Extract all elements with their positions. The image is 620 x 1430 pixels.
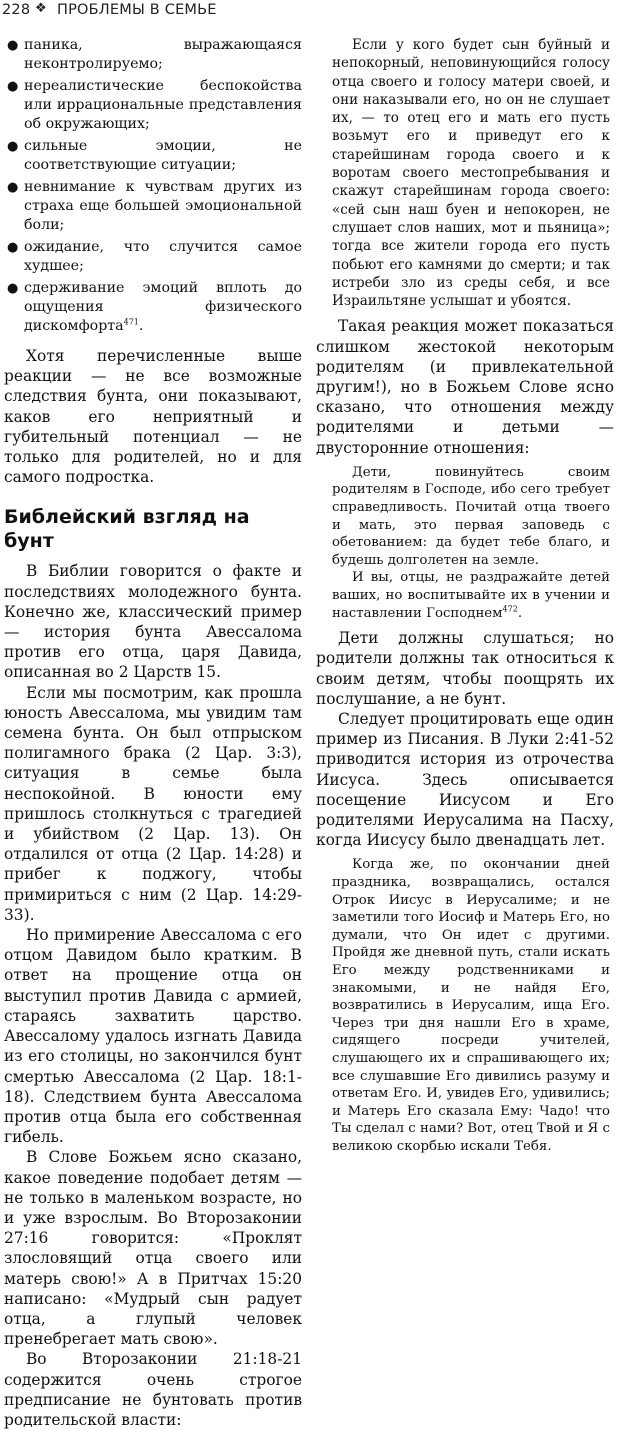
symptom-list: [4, 36, 302, 336]
ornament-icon: ❖: [35, 1, 47, 16]
footnote-ref[interactable]: 472: [502, 604, 518, 614]
quote-text: Когда же, по окончании дней праздника, возвращались, остался Отрок Иисус в Иерусалиме; и не заметили того Иосиф и Матерь Его, но думали, что Он идет с другими. Пройдя же дневной путь, стали искать Его между родственниками и знакомыми, и не найдя Его, возвратились в Иерусалим, ища Его. Через три дня нашли Его в храме, сидящего посреди учителей, слушающего их и спрашивающего их; все слушавшие Его дивились разуму и ответам Его. И, увидев Его, удивились; и Матерь Его сказала Ему: Чадо! что Ты сделал с нами? Вот, отец Твой и Я с великою скорбью искали Тебя.: [332, 857, 610, 1154]
paragraph: В Библии говорится о факте и последствиях молодежного бунта. Конечно же, классический пример — история бунта Авессалома против его отца, царя Давида, описанная во 2 Царств 15.: [4, 562, 302, 682]
quote-text: И вы, отцы, не раздражайте детей ваших, но воспитывайте их в учении и наставлении Господнем$^{472}$.: [332, 570, 610, 621]
left-column: [4, 36, 302, 1430]
bullet-icon: ●: [7, 281, 19, 296]
footnote-ref[interactable]: 471: [123, 317, 139, 327]
list-item: ● невнимание к чувствам других из страха еще большей эмоциональной боли;: [7, 179, 302, 233]
bullet-icon: ●: [7, 240, 19, 255]
running-header: [0, 0, 620, 24]
paragraph: Дети должны слушаться; но родители должны так относиться к своим детям, чтобы поощрять их послушание, а не бунт.: [316, 629, 614, 708]
bullet-icon: ●: [7, 38, 19, 53]
paragraph: В Слове Божьем ясно сказано, какое поведение подобает детям — не только в маленьком возрасте, но и уже взрослым. Во Второзаконии 27:16 говорится: «Проклят злословящий отца своего или матерь свою!» А в Притчах 15:20 написано: «Мудрый сын радует отца, а глупый человек пренебрегает мать свою».: [4, 1148, 302, 1349]
bullet-icon: ●: [7, 139, 19, 154]
bullet-icon: ●: [7, 79, 19, 94]
list-item: ● паника, выражающаяся неконтролируемо;: [7, 37, 302, 72]
paragraph: Хотя перечисленные выше реакции — не все возможные следствия бунта, они показывают, каков его неприятный и губительный потенциал — не только для родителей, но и для самого подростка.: [4, 347, 302, 487]
scripture-quote: [316, 856, 614, 1155]
scripture-quote: [316, 464, 614, 622]
paragraph: Если мы посмотрим, как прошла юность Авессалома, мы увидим там семена бунта. Он был отпрыском полигамного брака (2 Цар. 3:3), ситуация в семье была неспокойной. В юности ему пришлось столкнуться с трагедией и убийством (2 Цар. 13). Он отдалился от отца (2 Цар. 14:28) и прибег к поджогу, чтобы примириться с ним (2 Цар. 14:29-33).: [4, 683, 302, 924]
page-number: 228: [2, 2, 31, 18]
section-heading: Библейский взгляд на бунт: [4, 506, 250, 553]
quote-text: Дети, повинуйтесь своим родителям в Господе, ибо сего требует справедливость. Почитай отца твоего и мать, это первая заповедь с обетованием: да будет тебе благо, и будешь долголетен на земле.: [332, 464, 610, 568]
list-item: ● сдерживание эмоций вплоть до ощущения физического дискомфорта$^{471}$.: [7, 280, 302, 334]
list-item: ● нереалистические беспокойства или иррациональные представления об окружающих;: [7, 78, 302, 132]
paragraph: Такая реакция может показаться слишком жестокой некоторым родителям (и привлекательной другим!), но в Божьем Слове ясно сказано, что отношения между родителями и детьми — двусторонние отношения:: [316, 317, 614, 457]
list-item: ● ожидание, что случится самое худшее;: [7, 239, 302, 274]
bullet-icon: ●: [7, 180, 19, 195]
paragraph: Во Второзаконии 21:18-21 содержится очень строгое предписание не бунтовать против родительской власти:: [4, 1350, 302, 1429]
paragraph: Но примирение Авессалома с его отцом Давидом было кратким. В ответ на прощение отца он выступил против Давида с армией, стараясь захватить царство. Авессалому удалось изгнать Давида из его столицы, но закончился бунт смертью Авессалома (2 Цар. 18:1-18). Следствием бунта Авессалома против отца была его собственная гибель.: [4, 926, 302, 1147]
list-item: ● сильные эмоции, не соответствующие ситуации;: [7, 138, 302, 173]
paragraph: Следует процитировать еще один пример из Писания. В Луки 2:41-52 приводится история из отрочества Иисуса. Здесь описывается посещение Иисусом и Его родителями Иерусалима на Пасху, когда Иисусу было двенадцать лет.: [316, 710, 614, 850]
quote-text: Если у кого будет сын буйный и непокорный, неповинующийся голосу отца своего и голосу матери своей, и они наказывали его, но он не слушает их, — то отец его и мать его пусть возьмут его и приведут его к старейшинам города своего и к воротам своего местопребывания и скажут старейшинам города своего: «сей сын наш буен и непокорен, не слушает слов наших, мот и пьяница»; тогда все жители города его пусть побьют его камнями до смерти; и так истреби зло из среды себя, и все Израильтяне услышат и убоятся.: [332, 37, 610, 310]
chapter-title: ПРОБЛЕМЫ В СЕМЬЕ: [57, 2, 217, 18]
right-column: [316, 36, 614, 1156]
scripture-quote: [316, 36, 614, 310]
